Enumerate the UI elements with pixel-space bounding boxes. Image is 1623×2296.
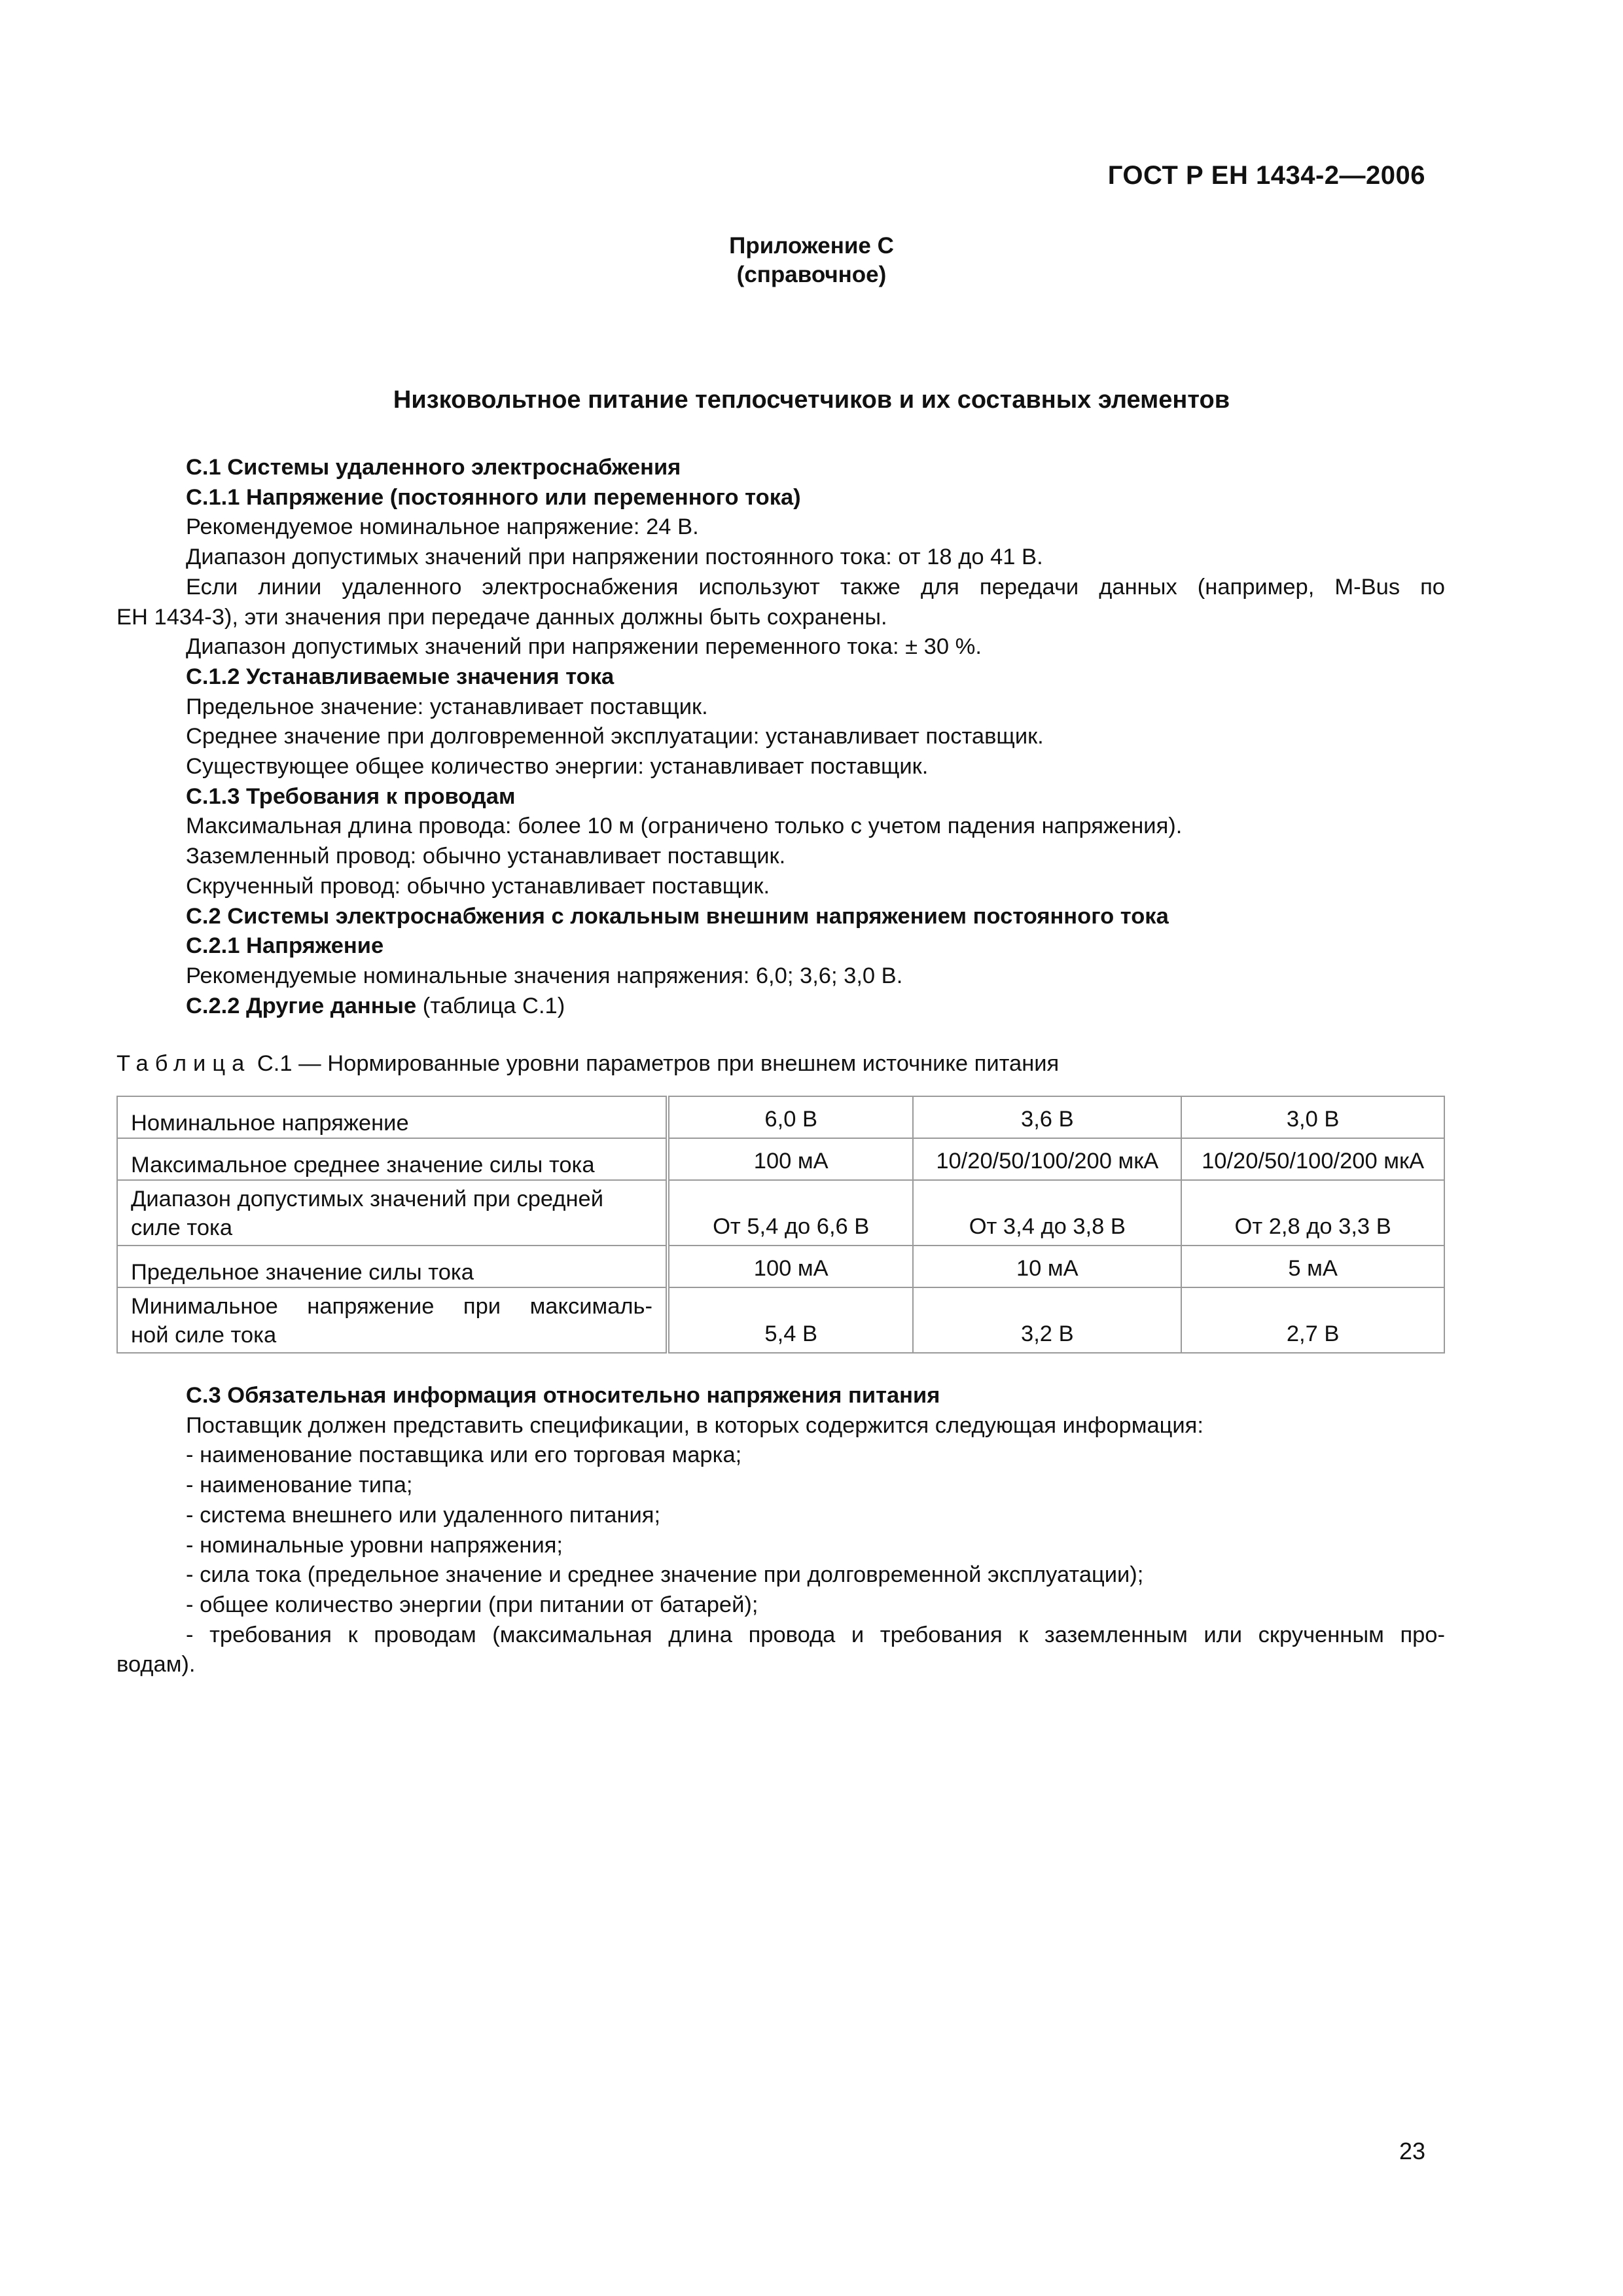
list-item: - номинальные уровни напряжения; (186, 1532, 563, 1558)
table-cell: 3,2 В (913, 1287, 1181, 1353)
paragraph: Предельное значение: устанавливает поставщик. (186, 694, 708, 719)
table-cell: 5,4 В (668, 1287, 913, 1353)
heading-c2-1: С.2.1 Напряжение (186, 933, 384, 959)
standard-code: ГОСТ Р ЕН 1434-2—2006 (1107, 161, 1425, 190)
table-cell: 100 мА (668, 1138, 913, 1180)
paragraph: Если линии удаленного электроснабжения используют также для передачи данных (например, M-Bus по (186, 574, 1445, 600)
paragraph: Существующее общее количество энергии: устанавливает поставщик. (186, 754, 929, 780)
row-label: Максимальное среднее значение силы тока (117, 1138, 668, 1180)
paragraph-c2-2 (116, 992, 1445, 1022)
list-item: - требования к проводам (максимальная длина провода и требования к заземленным или скрученным про- (186, 1622, 1445, 1647)
heading-c1: С.1 Системы удаленного электроснабжения (186, 455, 681, 480)
heading-c2: С.2 Системы электроснабжения с локальным внешним напряжением постоянного тока (186, 903, 1169, 929)
paragraph: Рекомендуемые номинальные значения напряжения: 6,0; 3,6; 3,0 В. (186, 963, 903, 988)
paragraph: Максимальная длина провода: более 10 м (ограничено только с учетом падения напряжения). (186, 814, 1183, 839)
paragraph: ЕН 1434-3), эти значения при передаче данных должны быть сохранены. (116, 604, 887, 630)
row-label-line: Диапазон допустимых значений при средней (131, 1187, 603, 1211)
table-reference: (таблица С.1) (416, 993, 565, 1018)
table-cell: 10/20/50/100/200 мкА (913, 1138, 1181, 1180)
table-cell: От 3,4 до 3,8 В (913, 1180, 1181, 1246)
paragraph: Диапазон допустимых значений при напряжении постоянного тока: от 18 до 41 В. (186, 545, 1043, 570)
table-cell: 3,0 В (1181, 1096, 1444, 1138)
list-item: - сила тока (предельное значение и среднее значение при долговременной эксплуатации); (186, 1562, 1144, 1588)
list-item-continuation: водам). (116, 1652, 196, 1677)
paragraph: Рекомендуемое номинальное напряжение: 24 В. (186, 514, 699, 540)
table-row (117, 1138, 1444, 1180)
list-item: - система внешнего или удаленного питания; (186, 1502, 661, 1528)
table-row (117, 1180, 1444, 1246)
page-number: 23 (1399, 2138, 1425, 2164)
row-label-line: ной силе тока (131, 1323, 277, 1348)
table-caption-text: С.1 — Нормированные уровни параметров при внешнем источнике питания (251, 1051, 1060, 1076)
annex-title: Приложение С (729, 233, 894, 259)
paragraph: Скрученный провод: обычно устанавливает поставщик. (186, 873, 770, 899)
row-label-line: силе тока (131, 1215, 233, 1240)
table-cell: От 2,8 до 3,3 В (1181, 1180, 1444, 1246)
row-label-line: Минимальное напряжение при максималь- (131, 1294, 652, 1319)
main-title: Низковольтное питание теплосчетчиков и их составных элементов (393, 386, 1230, 414)
parameters-table (116, 1096, 1445, 1354)
heading-c1-1: С.1.1 Напряжение (постоянного или переменного тока) (186, 484, 801, 510)
list-item: - наименование поставщика или его торговая марка; (186, 1443, 742, 1468)
heading-c1-3: С.1.3 Требования к проводам (186, 783, 516, 809)
table-row (117, 1096, 1444, 1138)
paragraph: Среднее значение при долговременной эксплуатации: устанавливает поставщик. (186, 724, 1044, 749)
paragraph: Диапазон допустимых значений при напряжении переменного тока: ± 30 %. (186, 634, 982, 660)
table-cell: От 5,4 до 6,6 В (668, 1180, 913, 1246)
table-row (117, 1287, 1444, 1353)
table-row (117, 1246, 1444, 1287)
list-item: - наименование типа; (186, 1473, 413, 1498)
table-cell: 10 мА (913, 1246, 1181, 1287)
row-label: Номинальное напряжение (117, 1096, 668, 1138)
row-label (117, 1287, 668, 1353)
table-cell: 6,0 В (668, 1096, 913, 1138)
annex-kind: (справочное) (736, 262, 887, 287)
table-caption-word: Таблица (116, 1051, 251, 1076)
row-label: Предельное значение силы тока (117, 1246, 668, 1287)
table-caption (116, 1051, 1059, 1077)
table-cell: 2,7 В (1181, 1287, 1444, 1353)
sections-c1-c2 (116, 453, 1445, 1021)
section-c3 (116, 1381, 1445, 1680)
paragraph: Поставщик должен представить спецификации, в которых содержится следующая информация: (186, 1412, 1204, 1438)
heading-c3: С.3 Обязательная информация относительно напряжения питания (186, 1383, 940, 1408)
list-item: - общее количество энергии (при питании от батарей); (186, 1592, 758, 1617)
row-label (117, 1180, 668, 1246)
table-cell: 100 мА (668, 1246, 913, 1287)
heading-c1-2: С.1.2 Устанавливаемые значения тока (186, 664, 615, 689)
table-cell: 5 мА (1181, 1246, 1444, 1287)
table-cell: 3,6 В (913, 1096, 1181, 1138)
table-cell: 10/20/50/100/200 мкА (1181, 1138, 1444, 1180)
paragraph: Заземленный провод: обычно устанавливает поставщик. (186, 844, 786, 869)
heading-c2-2: С.2.2 Другие данные (186, 993, 417, 1018)
